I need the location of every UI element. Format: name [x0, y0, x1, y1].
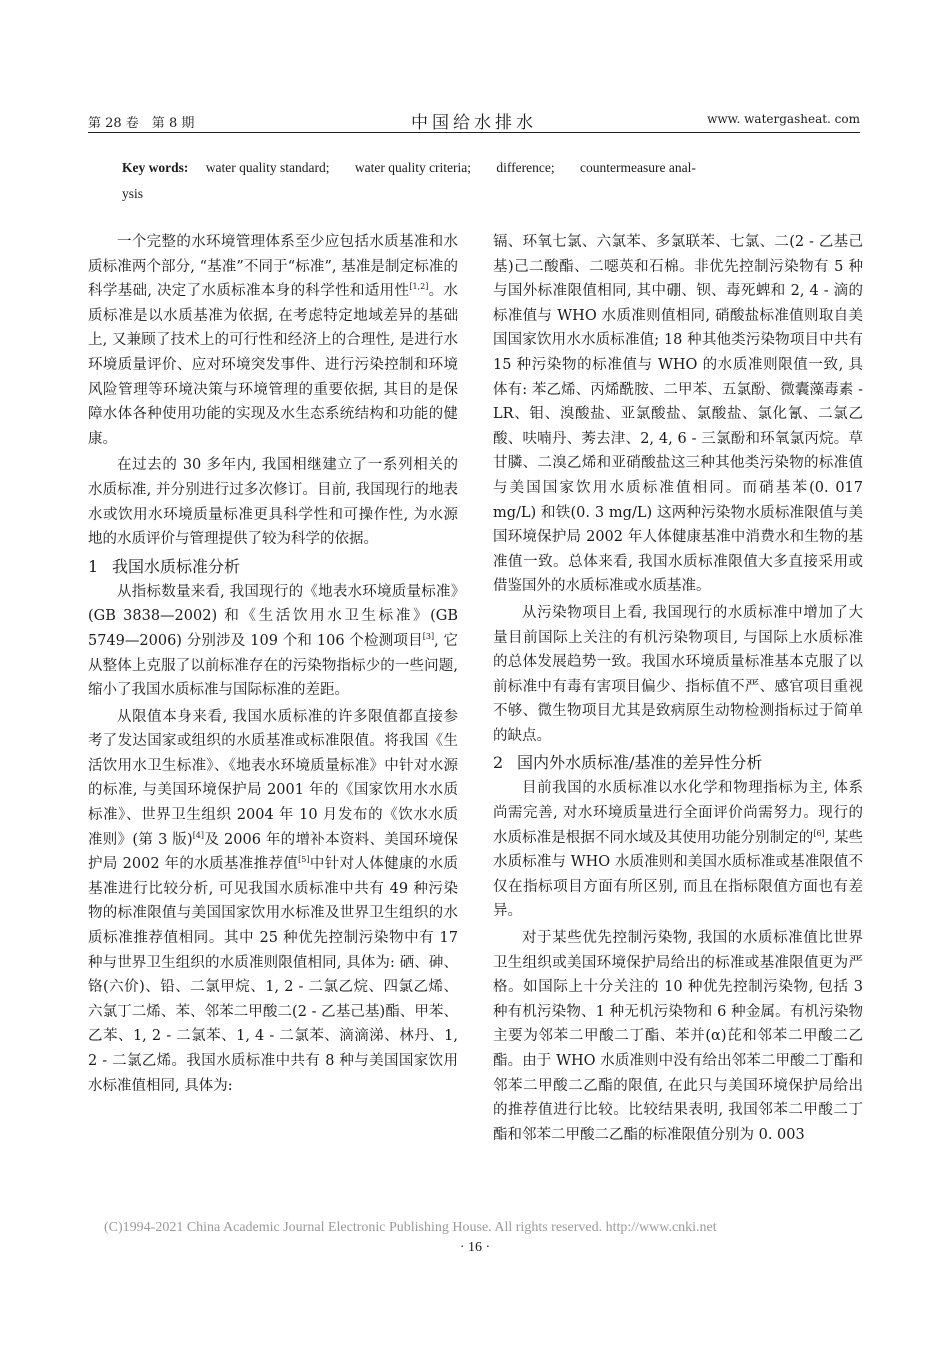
section-title: 国内外水质标准/基准的差异性分析 [517, 753, 763, 773]
paragraph: 对于某些优先控制污染物, 我国的水质标准值比世界卫生组织或美国环境保护局给出的标准或基准限值更为严格。如国际上十分关注的 10 种优先控制污染物, 包括 3 种有机污染物、1 种无机污染物和 6 种金属。有机污染物主要为邻苯二甲酸二丁酯、苯并(α)芘和邻苯二甲酸二乙酯。由于 WHO 水质准则中没有给出邻苯二甲酸二丁酯和邻苯二甲酸二乙酯的限值, 在此只与美国环境保护局给出的推荐值进行比较。比较结果表明, 我国邻苯二甲酸二丁酯和邻苯二甲酸二乙酯的标准限值分别为 0. 003 [493, 930, 863, 1143]
citation: [1,2] [409, 282, 429, 292]
keywords-label: Key words: [122, 160, 189, 175]
keywords-block [122, 155, 846, 207]
section-heading [493, 750, 863, 776]
keyword: water quality standard; [205, 160, 330, 175]
citation: [4] [192, 830, 205, 840]
section-number: 2 [493, 753, 504, 773]
citation: [5] [298, 855, 310, 865]
running-header [88, 106, 860, 133]
page-number: · 16 · [459, 1240, 491, 1255]
section-number: 1 [88, 556, 99, 576]
paragraph: 从指标数量来看, 我国现行的《地表水环境质量标准》(GB 3838—2002) 和《生活饮用水卫生标准》(GB 5749—2006) 分别涉及 109 个和 106 个检测项目[3], 它从整体上克服了以前标准存在的污染物指标少的一些问题, 缩小了我国水质标准与国际标准的差距。 [88, 583, 459, 699]
right-column [493, 230, 863, 1149]
keyword: water quality criteria; [354, 160, 472, 175]
left-column [88, 230, 458, 1100]
section-title: 我国水质标准分析 [112, 556, 241, 576]
journal-url: www. watergasheat. com [707, 112, 860, 126]
paragraph: 从污染物项目上看, 我国现行的水质标准中增加了大量目前国际上关注的有机污染物项目, 与国际上水质标准的总体发展趋势一致。我国水环境质量标准基本克服了以前标准中有毒有害项目偏少、指标值不严、感官项目重视不够、微生物项目尤其是致病原生动物检测指标过于简单的缺点。 [493, 604, 863, 744]
paragraph: 从限值本身来看, 我国水质标准的许多限值都直接参考了发达国家或组织的水质基准或标准限值。将我国《生活饮用水卫生标准》、《地表水环境质量标准》中针对水源的标准, 与美国环境保护局 2001 年的《国家饮用水水质标准》、世界卫生组织 2004 年 10 月发布的《饮水水质准则》(第 3 版)[4]及 2006 年的增补本资料、美国环境保护局 2002 年的水质基准推荐值[5]中针对人体健康的水质基准进行比较分析, 可见我国水质标准中共有 49 种污染物的标准限值与美国国家饮用水标准及世界卫生组织的水质标准推荐值相同。其中 25 种优先控制污染物中有 17 种与世界卫生组织的水质准则限值相同, 具体为: 硒、砷、铬(六价)、铅、二氯甲烷、1, 2 - 二氯乙烷、四氯乙烯、六氯丁二烯、苯、邻苯二甲酸二(2 - 乙基己基)酯、甲苯、乙苯、1, 2 - 二氯苯、1, 4 - 二氯苯、滴滴涕、林丹、1, 2 - 二氯乙烯。我国水质标准中共有 8 种与美国国家饮用水标准值相同, 具体为: [88, 708, 459, 1094]
paragraph: 镉、环氧七氯、六氯苯、多氯联苯、七氯、二(2 - 乙基己基)己二酸酯、二噁英和石棉。非优先控制污染物有 5 种与国外标准限值相同, 其中硼、钡、毒死蜱和 2, 4 - 滴的标准值与 WHO 水质准则值相同, 硝酸盐标准值则取自美国国家饮用水水质标准值; 18 种其他类污染物项目中共有 15 种污染物的标准值与 WHO 的水质准则限值一致, 具体有: 苯乙烯、丙烯酰胺、二甲苯、五氯酚、微囊藻毒素 - LR、钼、溴酸盐、亚氯酸盐、氯酸盐、氯化氰、二氯乙酸、呋喃丹、莠去津、2, 4, 6 - 三氯酚和环氧氯丙烷。草甘膦、二溴乙烯和亚硝酸盐这三种其他类污染物的标准值与美国国家饮用水质标准值相同。而硝基苯(0. 017 mg/L) 和铁(0. 3 mg/L) 这两种污染物水质标准限值与美国环境保护局 2002 年人体健康基准中消费水和生物的基准值一致。总体来看, 我国水质标准限值大多直接采用或借鉴国外的水质标准或水质基准。 [493, 234, 863, 595]
journal-title: 中国给水排水 [411, 113, 537, 133]
citation: [3] [422, 632, 435, 642]
citation: [6] [813, 828, 825, 838]
paragraph: 一个完整的水环境管理体系至少应包括水质基准和水质标准两个部分, “基准”不同于“标准”, 基准是制定标准的科学基础, 决定了水质标准本身的科学性和适用性[1,2]。水质标准是以水质基准为依据, 在考虑特定地域差异的基础上, 又兼顾了技术上的可行性和经济上的合理性, 是进行水环境质量评价、应对环境突发事件、进行污染控制和环境风险管理等环境决策与环境管理的重要依据, 其目的是保障水体各种使用功能的实现及水生态系统结构和功能的健康。 [88, 234, 459, 447]
paragraph: 在过去的 30 多年内, 我国相继建立了一系列相关的水质标准, 并分别进行过多次修订。目前, 我国现行的地表水或饮用水环境质量标准更具科学性和可操作性, 为水源地的水质评价与管理提供了较为科学的依据。 [88, 457, 458, 548]
keyword: difference; [496, 160, 555, 175]
paragraph: 目前我国的水质标准以水化学和物理指标为主, 体系尚需完善, 对水环境质量进行全面评价尚需努力。现行的水质标准是根据不同水域及其使用功能分别制定的[6], 某些水质标准与 WHO 水质准则和美国水质标准或基准限值不仅在指标项目方面有所区别, 而且在指标限值方面也有差异。 [493, 780, 864, 920]
keyword-tail: ysis [122, 186, 144, 201]
keyword: countermeasure anal- [580, 160, 696, 175]
volume-issue: 第 28 卷 第 8 期 [88, 116, 195, 131]
copyright-notice: (C)1994-2021 China Academic Journal Electronic Publishing House. All rights reserved. http://www.cnki.net [104, 1220, 717, 1235]
section-heading [88, 554, 458, 580]
